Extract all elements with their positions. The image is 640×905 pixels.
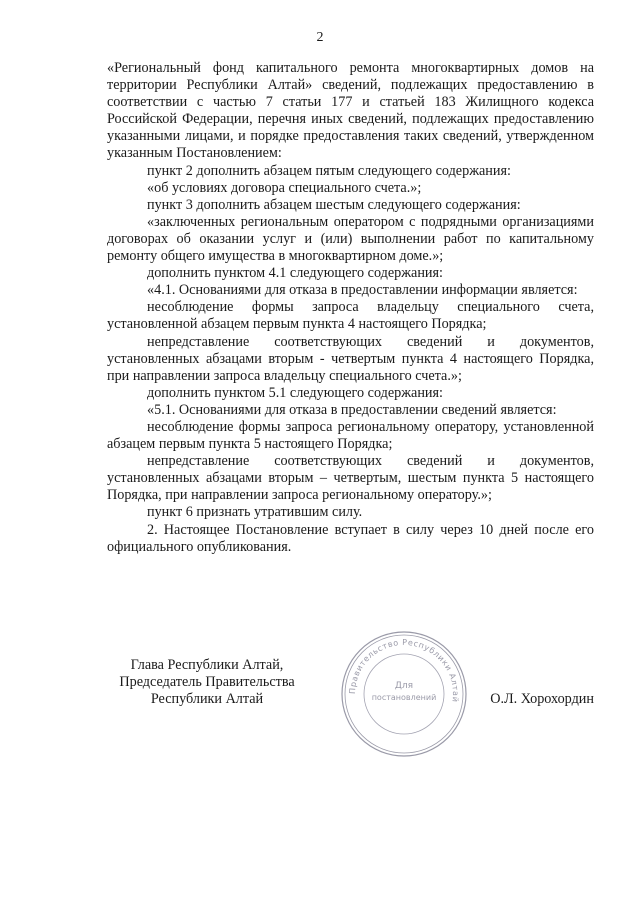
paragraph: дополнить пунктом 4.1 следующего содержания: xyxy=(147,265,443,282)
paragraph: непредставление соответствующих сведений и документов, установленных абзацами вторым – четвертым, шестым пункта 5 настоящего Порядка, при направлении запроса региональному оператору.»; xyxy=(107,453,594,504)
official-stamp xyxy=(340,630,468,758)
paragraph: «заключенных региональным оператором с подрядными организациями договорах об оказании услуг и (или) выполнении работ по капитальному ремонту общего имущества в многоквартирном доме.»; xyxy=(107,213,594,265)
paragraph: пункт 3 дополнить абзацем шестым следующего содержания: xyxy=(147,196,521,213)
paragraph: «4.1. Основаниями для отказа в предоставлении информации является: xyxy=(147,282,578,299)
paragraph: пункт 2 дополнить абзацем пятым следующего содержания: xyxy=(147,162,511,179)
signatory-title-line: Республики Алтай xyxy=(150,691,264,708)
paragraph: несоблюдение формы запроса владельцу специального счета, установленной абзацем первым пункта 4 настоящего Порядка; xyxy=(107,299,594,333)
paragraph: «об условиях договора специального счета.»; xyxy=(147,179,422,196)
paragraph: дополнить пунктом 5.1 следующего содержания: xyxy=(147,384,443,401)
signatory-title-line: Глава Республики Алтай, xyxy=(130,657,284,673)
paragraph: «5.1. Основаниями для отказа в предоставлении сведений является: xyxy=(147,401,557,418)
signatory-name: О.Л. Хорохордин xyxy=(490,691,594,707)
paragraph: «Региональный фонд капитального ремонта многоквартирных домов на территории Республики Алтай» сведений, подлежащих предоставлению в соответствии с частью 7 статьи 177 и статьей 183 Жилищного кодекса Российской Федерации, перечня иных сведений, подлежащих предоставлению указанными лицами, и порядке предоставления таких сведений, утвержденном указанным Постановлением: xyxy=(107,60,594,162)
page-number: 2 xyxy=(316,30,324,45)
stamp-center-line: Для xyxy=(394,681,414,691)
paragraph: несоблюдение формы запроса региональному оператору, установленной абзацем первым пункта 5 настоящего Порядка; xyxy=(107,418,594,453)
signatory-title-line: Председатель Правительства xyxy=(119,674,295,691)
signatory-title xyxy=(107,657,307,708)
document-body xyxy=(107,60,594,556)
stamp-center-line: постановлений xyxy=(371,693,437,702)
paragraph: 2. Настоящее Постановление вступает в силу через 10 дней после его официального опубликования. xyxy=(107,521,594,555)
paragraph: непредставление соответствующих сведений и документов, установленных абзацами вторым - четвертым пункта 4 настоящего Порядка, при направлении запроса владельцу специального счета.»; xyxy=(107,333,594,384)
paragraph: пункт 6 признать утратившим силу. xyxy=(147,504,363,521)
stamp-ring-text-path: Правительство Республики Алтай xyxy=(347,637,461,704)
